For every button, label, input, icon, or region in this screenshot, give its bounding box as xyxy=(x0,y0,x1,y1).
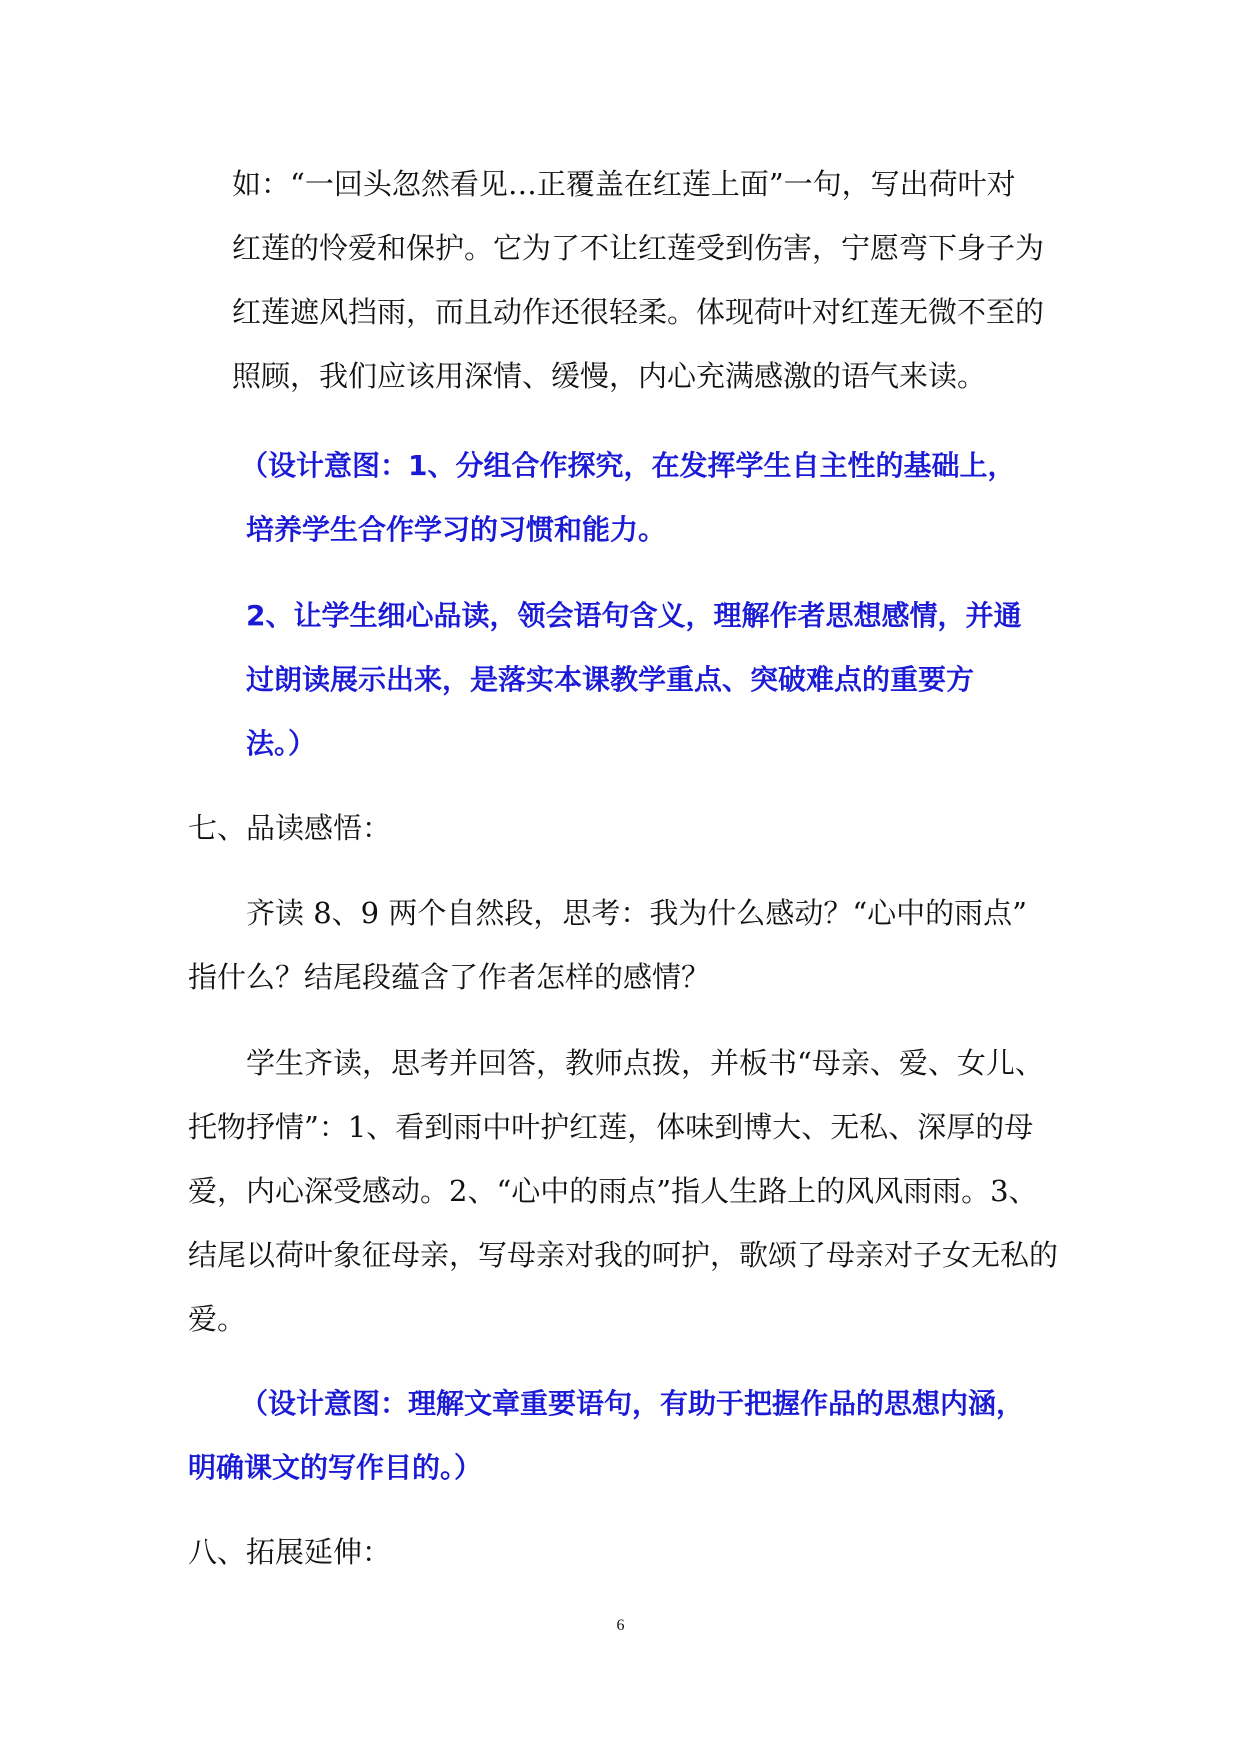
note-line: 过朗读展示出来，是落实本课教学重点、突破难点的重要方 xyxy=(246,663,975,696)
text-line: 学生齐读，思考并回答，教师点拨，并板书“母亲、爱、女儿、 xyxy=(246,1046,1044,1080)
text-line: 结尾以荷叶象征母亲，写母亲对我的呵护，歌颂了母亲对子女无私的 xyxy=(188,1238,1059,1272)
page-number: 6 xyxy=(616,1617,625,1634)
section-heading: 八、拓展延伸： xyxy=(188,1535,392,1569)
note-line: （设计意图：理解文章重要语句，有助于把握作品的思想内涵， xyxy=(240,1387,1025,1420)
text-line: 指什么？结尾段蕴含了作者怎样的感情？ xyxy=(188,960,711,994)
text-line: 如：“一回头忽然看见…正覆盖在红莲上面”一句，写出荷叶对 xyxy=(232,167,1016,201)
text-line: 红莲的怜爱和保护。它为了不让红莲受到伤害，宁愿弯下身子为 xyxy=(232,231,1045,265)
text-line: 齐读 8、9 两个自然段，思考：我为什么感动？“心中的雨点” xyxy=(246,896,1027,930)
section-heading: 七、品读感悟： xyxy=(188,811,392,845)
note-line: （设计意图：1、分组合作探究，在发挥学生自主性的基础上， xyxy=(240,449,1016,482)
text-line: 托物抒情”：1、看到雨中叶护红莲，体味到博大、无私、深厚的母 xyxy=(188,1110,1034,1144)
text-line: 爱，内心深受感动。2、“心中的雨点”指人生路上的风风雨雨。3、 xyxy=(188,1174,1038,1208)
text-line: 照顾，我们应该用深情、缓慢，内心充满感激的语气来读。 xyxy=(232,359,987,393)
note-line: 明确课文的写作目的。） xyxy=(188,1451,483,1484)
note-line: 培养学生合作学习的习惯和能力。 xyxy=(246,513,667,546)
text-line: 爱。 xyxy=(188,1302,247,1336)
note-line: 法。） xyxy=(246,727,317,760)
note-line: 2、让学生细心品读，领会语句含义，理解作者思想感情，并通 xyxy=(246,599,1022,632)
text-line: 红莲遮风挡雨，而且动作还很轻柔。体现荷叶对红莲无微不至的 xyxy=(232,295,1045,329)
